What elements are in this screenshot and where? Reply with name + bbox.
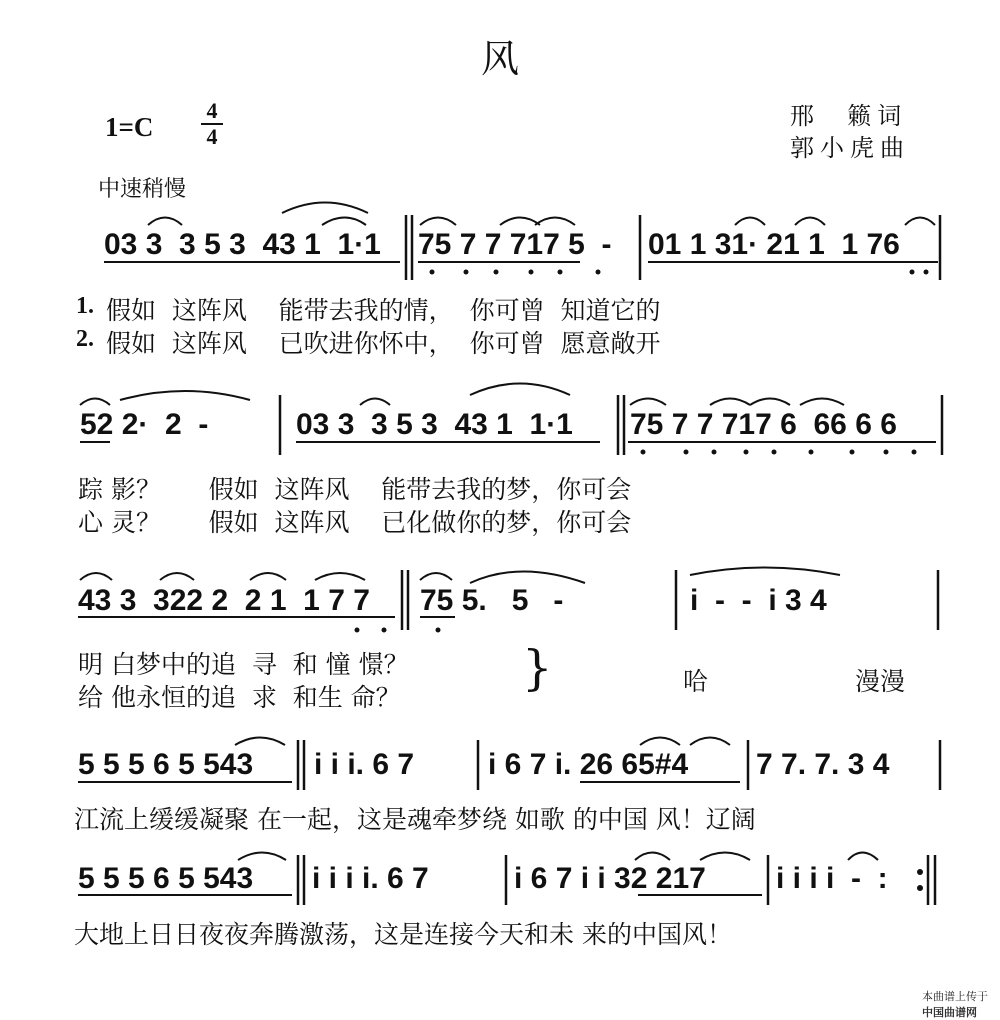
lyric-s2-v2: 心 灵？ 假如 这阵风 已化做你的梦，你可会 xyxy=(78,508,632,537)
measure-s3-m1: 43 3 322 2 2 1 1 7 7 xyxy=(78,584,370,617)
song-title: 风 xyxy=(480,37,519,81)
lyric-s2-v1: 踪 影？ 假如 这阵风 能带去我的梦，你可会 xyxy=(78,475,632,504)
lyric-s3-v2: 给 他永恒的追 求 和生 命？ xyxy=(78,683,401,712)
verse1-number: 1. xyxy=(76,293,94,319)
footer-text: 本曲谱上传于 xyxy=(922,990,988,1003)
verse2-number: 2. xyxy=(76,326,94,352)
lyric-s4: 江流上缓缓凝聚 在一起，这是魂牵梦绕 如歌 的中国 风！辽阔 xyxy=(74,805,756,834)
footer-upload-note xyxy=(915,975,988,1020)
key-signature: 1=C xyxy=(105,112,154,142)
lyric-s1-v2: 假如 这阵风 已吹进你怀中， 你可曾 愿意敞开 xyxy=(106,329,661,358)
verse-brace: } xyxy=(522,640,553,696)
measure-s5-m4: i i i i - : xyxy=(776,862,888,895)
measure-s3-m3: i - - i 3 4 xyxy=(690,584,827,617)
measure-s2-m3: 75 7 7 717 6 66 6 6 xyxy=(630,408,897,441)
lyric-side-ha: 哈 xyxy=(683,667,709,696)
measure-s1-m3: 01 1 31· 21 1 1 76 xyxy=(648,228,900,261)
lyricist-credit: 邢 籁词 xyxy=(790,102,908,130)
measure-s2-m2: 03 3 3 5 3 43 1 1·1 xyxy=(296,408,573,441)
measure-s4-m3: i 6 7 i. 26 65#4 xyxy=(488,748,689,781)
measure-s1-m2: 75 7 7 717 5 - xyxy=(418,228,612,261)
measure-s4-m2: i i i. 6 7 xyxy=(314,748,415,781)
lyric-side-manman: 漫漫 xyxy=(855,667,906,696)
measure-s3-m2: 75 5. 5 - xyxy=(420,584,564,617)
lyric-s1-v1: 假如 这阵风 能带去我的情， 你可曾 知道它的 xyxy=(106,296,661,325)
lyric-s3-v1: 明 白梦中的追 寻 和 憧 憬？ xyxy=(78,650,409,679)
measure-s5-m1: 5 5 5 6 5 543 xyxy=(78,862,254,895)
site-logo: 中国曲谱网 xyxy=(922,1006,977,1019)
time-signature-bottom: 4 xyxy=(206,124,218,149)
measure-s2-m1: 52 2· 2 - xyxy=(80,408,209,441)
measure-s5-m3: i 6 7 i i 32 217 xyxy=(514,862,706,895)
composer-credit: 郭小虎曲 xyxy=(790,134,910,162)
time-signature-top: 4 xyxy=(206,98,218,123)
measure-s4-m1: 5 5 5 6 5 543 xyxy=(78,748,254,781)
measure-s4-m4: 7 7. 7. 3 4 xyxy=(756,748,890,781)
measure-s1-m1: 03 3 3 5 3 43 1 1·1 xyxy=(104,228,381,261)
lyric-s5: 大地上日日夜夜奔腾激荡，这是连接今天和未 来的中国风！ xyxy=(74,920,732,949)
tempo-marking: 中速稍慢 xyxy=(98,177,187,202)
measure-s5-m2: i i i i. 6 7 xyxy=(312,862,429,895)
